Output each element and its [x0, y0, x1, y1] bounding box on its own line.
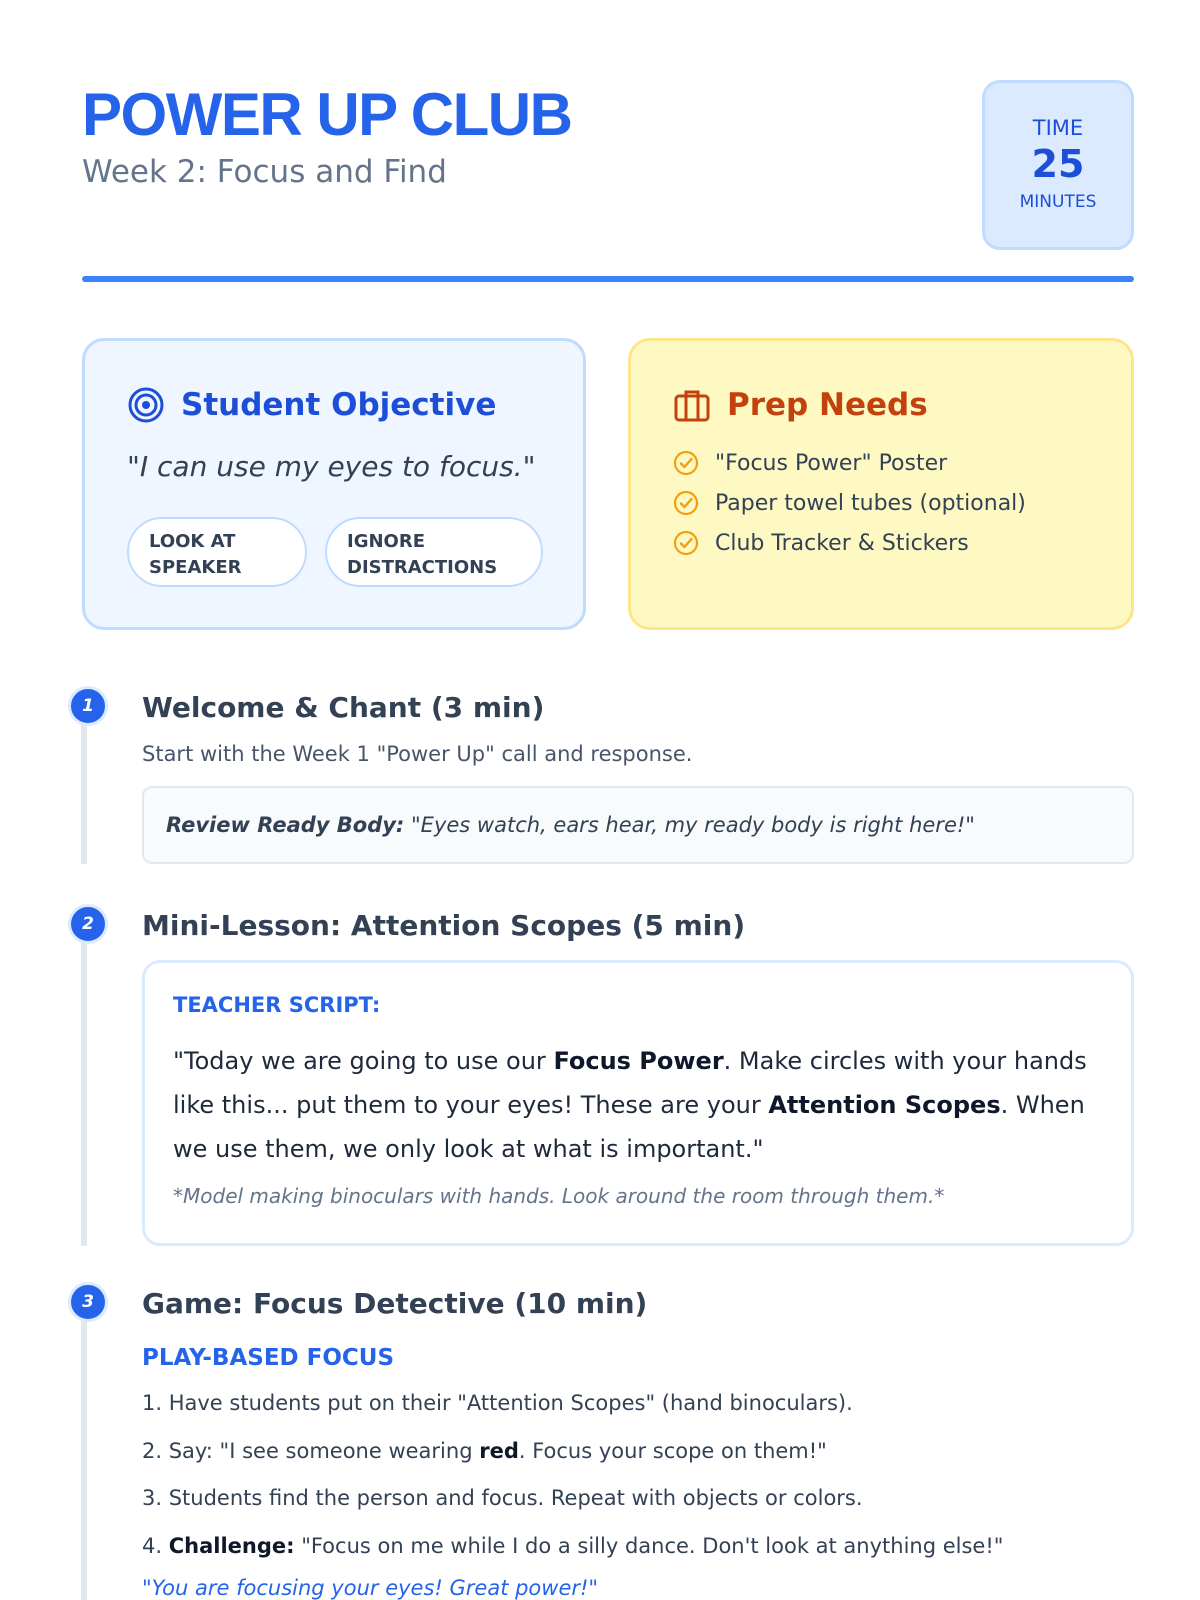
time-label: TIME — [1032, 116, 1084, 140]
pill-line: SPEAKER — [149, 557, 242, 578]
step-number-badge: 1 — [68, 686, 108, 726]
time-badge — [982, 80, 1134, 250]
step-description: Start with the Week 1 "Power Up" call and response. — [142, 742, 693, 766]
item-text: . Focus your scope on them!" — [518, 1438, 827, 1463]
page-title: POWER UP CLUB — [82, 81, 572, 148]
list-item — [673, 483, 1026, 523]
step-title: Welcome & Chant (3 min) — [142, 691, 545, 724]
script-text-part: . When we use them, we only look at what is important." — [173, 1091, 1085, 1163]
item-text: 2. Say: "I see someone wearing — [142, 1438, 480, 1463]
list-item — [142, 1481, 1003, 1529]
objective-heading-label: Student Objective — [181, 387, 497, 423]
step-number-badge: 3 — [68, 1282, 108, 1322]
item-emphasis: Challenge: — [168, 1533, 295, 1558]
pill-line: LOOK AT — [149, 531, 236, 552]
pill-line: IGNORE — [347, 531, 425, 552]
prep-card — [628, 338, 1134, 630]
objective-pill-ignore — [325, 517, 543, 587]
prep-heading-label: Prep Needs — [727, 387, 928, 423]
timeline-line — [81, 924, 87, 1246]
item-text: 1. Have students put on their "Attention Scopes" (hand binoculars). — [142, 1391, 853, 1415]
prep-item-label: "Focus Power" Poster — [715, 450, 948, 476]
check-circle-icon — [673, 490, 699, 516]
timeline-line — [81, 706, 87, 864]
prep-heading — [673, 385, 928, 425]
objective-heading — [127, 385, 496, 425]
target-icon — [127, 386, 165, 424]
check-circle-icon — [673, 450, 699, 476]
prep-item-label: Club Tracker & Stickers — [715, 530, 969, 556]
script-label: TEACHER SCRIPT: — [173, 993, 381, 1017]
header-divider — [82, 276, 1134, 282]
game-steps-list — [142, 1386, 1003, 1576]
item-emphasis: red — [479, 1438, 519, 1463]
time-value: 25 — [1031, 142, 1085, 186]
item-text: "Focus on me while I do a silly dance. Don't look at anything else!" — [294, 1533, 1004, 1558]
script-note: *Model making binoculars with hands. Look around the room through them.* — [173, 1184, 945, 1208]
list-item — [142, 1529, 1003, 1577]
teacher-script-box — [142, 960, 1134, 1246]
pill-line: DISTRACTIONS — [347, 557, 498, 578]
prep-item-label: Paper towel tubes (optional) — [715, 490, 1026, 516]
review-box — [142, 786, 1134, 864]
step-title: Game: Focus Detective (10 min) — [142, 1287, 648, 1320]
script-emphasis: Focus Power — [553, 1047, 724, 1075]
list-item — [142, 1386, 1003, 1434]
list-item — [673, 443, 1026, 483]
game-label: PLAY-BASED FOCUS — [142, 1345, 395, 1371]
objective-pill-look — [127, 517, 307, 587]
check-circle-icon — [673, 530, 699, 556]
list-item — [673, 523, 1026, 563]
timeline-line — [81, 1302, 87, 1600]
time-unit: MINUTES — [1019, 192, 1097, 212]
step-title: Mini-Lesson: Attention Scopes (5 min) — [142, 909, 746, 942]
script-text-part: "Today we are going to use our — [173, 1047, 554, 1075]
review-label: Review Ready Body: — [166, 813, 405, 837]
list-item — [142, 1434, 1003, 1482]
page-subtitle: Week 2: Focus and Find — [82, 154, 447, 190]
page-header — [82, 80, 1134, 280]
script-text — [173, 1039, 1103, 1171]
script-text-part: . Make circles with your hands like this... put them to your eyes! These are your — [173, 1047, 1087, 1119]
step-number-badge: 2 — [68, 904, 108, 944]
objective-card — [82, 338, 586, 630]
prep-list — [673, 443, 1026, 563]
item-text: 3. Students find the person and focus. Repeat with objects or colors. — [142, 1486, 863, 1510]
objective-quote: "I can use my eyes to focus." — [127, 450, 536, 483]
item-text: 4. — [142, 1533, 169, 1558]
briefcase-icon — [673, 386, 711, 424]
review-text: "Eyes watch, ears hear, my ready body is right here!" — [404, 813, 975, 837]
praise-text: "You are focusing your eyes! Great power!" — [142, 1576, 599, 1600]
script-emphasis: Attention Scopes — [768, 1091, 1001, 1119]
